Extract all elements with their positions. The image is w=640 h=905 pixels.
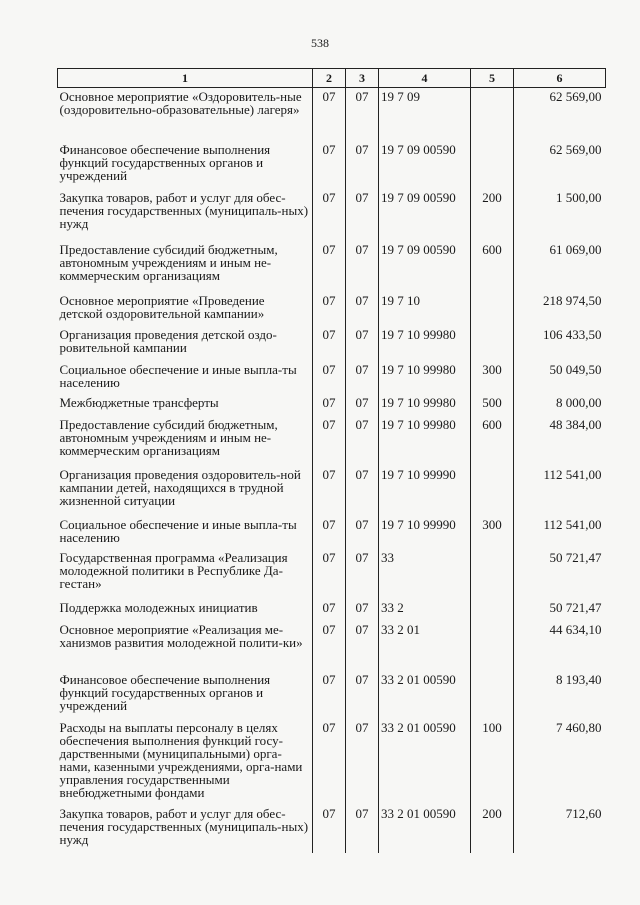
row-subsection-cell: 07 <box>346 141 379 189</box>
row-section-cell: 07 <box>313 466 346 516</box>
row-expense-type-cell <box>471 292 514 326</box>
row-section-cell: 07 <box>313 88 346 141</box>
row-subsection-cell: 07 <box>346 394 379 416</box>
row-section-cell: 07 <box>313 189 346 241</box>
row-section-cell: 07 <box>313 326 346 361</box>
header-cell-vr: 5 <box>471 69 514 88</box>
row-name-cell: Социальное обеспечение и иные выпла-ты населению <box>59 516 297 545</box>
row-amount-cell: 62 569,00 <box>514 88 606 141</box>
row-expense-type-cell: 300 <box>471 361 514 394</box>
row-amount-cell: 7 460,80 <box>514 719 606 805</box>
row-subsection-cell: 07 <box>346 88 379 141</box>
row-subsection-cell: 07 <box>346 416 379 466</box>
row-section-cell: 07 <box>313 416 346 466</box>
row-target-article-cell: 33 2 <box>379 599 471 621</box>
row-expense-type-cell <box>471 326 514 361</box>
row-subsection-cell: 07 <box>346 719 379 805</box>
row-expense-type-cell <box>471 599 514 621</box>
row-expense-type-cell: 100 <box>471 719 514 805</box>
row-target-article-cell: 19 7 10 99980 <box>379 326 471 361</box>
row-expense-type-cell <box>471 141 514 189</box>
row-subsection-cell: 07 <box>346 549 379 599</box>
row-amount-cell: 8 193,40 <box>514 671 606 719</box>
row-name-cell: Социальное обеспечение и иные выпла-ты населению <box>59 361 297 390</box>
row-section-cell: 07 <box>313 241 346 292</box>
row-section-cell: 07 <box>313 671 346 719</box>
row-target-article-cell: 19 7 10 99980 <box>379 416 471 466</box>
row-subsection-cell: 07 <box>346 326 379 361</box>
row-amount-cell: 48 384,00 <box>514 416 606 466</box>
row-name-cell: Предоставление субсидий бюджетным, автономным учреждениям и иным не-коммерческим организациям <box>59 241 278 283</box>
row-name-cell: Основное мероприятие «Проведение детской оздоровительной кампании» <box>59 292 265 321</box>
row-target-article-cell: 33 2 01 00590 <box>379 671 471 719</box>
table-row <box>58 361 606 394</box>
table-row <box>58 671 606 719</box>
row-expense-type-cell: 300 <box>471 516 514 549</box>
row-section-cell: 07 <box>313 292 346 326</box>
row-expense-type-cell: 600 <box>471 241 514 292</box>
table-row <box>58 466 606 516</box>
row-subsection-cell: 07 <box>346 671 379 719</box>
header-cell-rz: 2 <box>313 69 346 88</box>
row-amount-cell: 106 433,50 <box>514 326 606 361</box>
row-section-cell: 07 <box>313 621 346 671</box>
row-name-cell: Межбюджетные трансферты <box>59 394 219 410</box>
row-name-cell: Государственная программа «Реализация молодежной политики в Республике Да-гестан» <box>59 549 288 591</box>
table-row <box>58 241 606 292</box>
table-row <box>58 599 606 621</box>
table-row <box>58 416 606 466</box>
table-row <box>58 516 606 549</box>
row-subsection-cell: 07 <box>346 621 379 671</box>
row-subsection-cell: 07 <box>346 361 379 394</box>
row-amount-cell: 218 974,50 <box>514 292 606 326</box>
table-row <box>58 805 606 853</box>
row-name-cell: Расходы на выплаты персоналу в целях обеспечения выполнения функций госу-дарственными (муниципальными) орга-нами, казенными учреждениями, орга-нами управления государственными внебюджетными фондами <box>59 719 303 800</box>
row-name-cell: Основное мероприятие «Реализация ме-ханизмов развития молодежной полити-ки» <box>59 621 303 650</box>
row-target-article-cell: 19 7 09 00590 <box>379 189 471 241</box>
header-cell-csr: 4 <box>379 69 471 88</box>
row-subsection-cell: 07 <box>346 805 379 853</box>
row-subsection-cell: 07 <box>346 189 379 241</box>
row-target-article-cell: 33 2 01 00590 <box>379 805 471 853</box>
row-name-cell: Организация проведения оздоровитель-ной кампании детей, находящихся в трудной жизненной ситуации <box>59 466 301 508</box>
row-expense-type-cell <box>471 671 514 719</box>
row-amount-cell: 8 000,00 <box>514 394 606 416</box>
header-cell-pr: 3 <box>346 69 379 88</box>
row-target-article-cell: 19 7 10 99980 <box>379 361 471 394</box>
row-target-article-cell: 19 7 10 <box>379 292 471 326</box>
row-target-article-cell: 19 7 10 99990 <box>379 466 471 516</box>
row-name-cell: Закупка товаров, работ и услуг для обес-печения государственных (муниципаль-ных) нужд <box>59 805 309 847</box>
row-target-article-cell: 19 7 09 <box>379 88 471 141</box>
row-expense-type-cell: 500 <box>471 394 514 416</box>
row-section-cell: 07 <box>313 141 346 189</box>
row-target-article-cell: 19 7 10 99990 <box>379 516 471 549</box>
table-row <box>58 88 606 141</box>
table-body <box>58 88 606 853</box>
row-subsection-cell: 07 <box>346 599 379 621</box>
row-name-cell: Закупка товаров, работ и услуг для обес-печения государственных (муниципаль-ных) нужд <box>59 189 309 231</box>
table-row <box>58 394 606 416</box>
row-target-article-cell: 19 7 09 00590 <box>379 141 471 189</box>
page-number: 538 <box>311 36 329 50</box>
table-row <box>58 549 606 599</box>
row-subsection-cell: 07 <box>346 466 379 516</box>
row-section-cell: 07 <box>313 394 346 416</box>
row-target-article-cell: 19 7 10 99980 <box>379 394 471 416</box>
row-expense-type-cell <box>471 88 514 141</box>
row-target-article-cell: 33 2 01 <box>379 621 471 671</box>
row-name-cell: Основное мероприятие «Оздоровитель-ные (оздоровительно-образовательные) лагеря» <box>59 89 302 117</box>
row-amount-cell: 50 721,47 <box>514 549 606 599</box>
row-amount-cell: 50 049,50 <box>514 361 606 394</box>
row-name-cell: Организация проведения детской оздо-ровительной кампании <box>59 326 277 355</box>
table-row <box>58 719 606 805</box>
row-subsection-cell: 07 <box>346 292 379 326</box>
row-amount-cell: 112 541,00 <box>514 516 606 549</box>
row-amount-cell: 44 634,10 <box>514 621 606 671</box>
row-expense-type-cell <box>471 621 514 671</box>
row-name-cell: Финансовое обеспечение выполнения функций государственных органов и учреждений <box>59 671 271 713</box>
header-cell-name: 1 <box>58 69 313 88</box>
row-name-cell: Поддержка молодежных инициатив <box>59 599 258 615</box>
row-amount-cell: 112 541,00 <box>514 466 606 516</box>
table-row <box>58 292 606 326</box>
row-name-cell: Предоставление субсидий бюджетным, автономным учреждениям и иным не-коммерческим организациям <box>59 416 278 458</box>
budget-table <box>57 68 606 853</box>
row-amount-cell: 712,60 <box>514 805 606 853</box>
table-row <box>58 621 606 671</box>
row-section-cell: 07 <box>313 599 346 621</box>
header-row <box>58 69 606 88</box>
row-expense-type-cell: 200 <box>471 805 514 853</box>
row-expense-type-cell: 600 <box>471 416 514 466</box>
row-section-cell: 07 <box>313 516 346 549</box>
row-target-article-cell: 33 <box>379 549 471 599</box>
header-cell-sum: 6 <box>514 69 606 88</box>
row-amount-cell: 50 721,47 <box>514 599 606 621</box>
table-row <box>58 189 606 241</box>
table-row <box>58 326 606 361</box>
row-target-article-cell: 19 7 09 00590 <box>379 241 471 292</box>
row-expense-type-cell: 200 <box>471 189 514 241</box>
row-target-article-cell: 33 2 01 00590 <box>379 719 471 805</box>
row-section-cell: 07 <box>313 719 346 805</box>
row-amount-cell: 62 569,00 <box>514 141 606 189</box>
row-section-cell: 07 <box>313 805 346 853</box>
row-section-cell: 07 <box>313 549 346 599</box>
row-subsection-cell: 07 <box>346 241 379 292</box>
table-row <box>58 141 606 189</box>
row-name-cell: Финансовое обеспечение выполнения функций государственных органов и учреждений <box>59 141 271 183</box>
row-section-cell: 07 <box>313 361 346 394</box>
row-expense-type-cell <box>471 549 514 599</box>
row-expense-type-cell <box>471 466 514 516</box>
row-amount-cell: 61 069,00 <box>514 241 606 292</box>
row-subsection-cell: 07 <box>346 516 379 549</box>
row-amount-cell: 1 500,00 <box>514 189 606 241</box>
